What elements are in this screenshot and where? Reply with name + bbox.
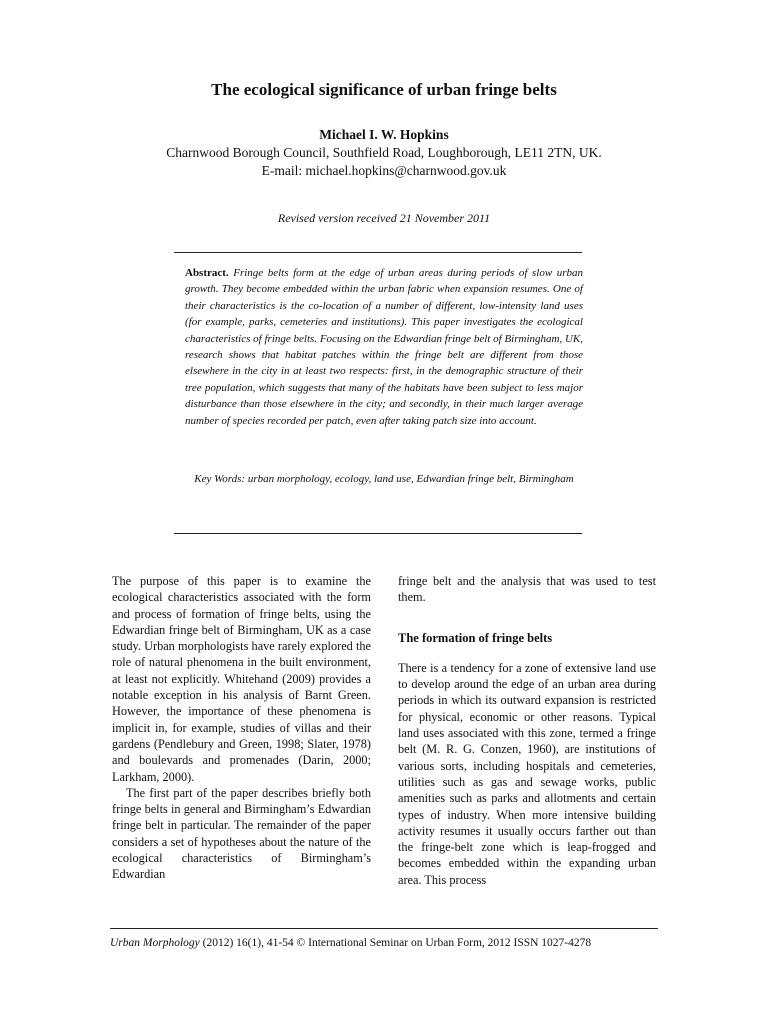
body-column-right xyxy=(398,573,656,888)
abstract xyxy=(185,265,583,429)
journal-name: Urban Morphology xyxy=(110,937,200,949)
author-email: E-mail: michael.hopkins@charnwood.gov.uk xyxy=(261,163,507,178)
paper-title: The ecological significance of urban fringe belts xyxy=(211,80,557,99)
author-affiliation: Charnwood Borough Council, Southfield Road, Loughborough, LE11 2TN, UK. xyxy=(166,145,602,160)
footer xyxy=(110,937,658,949)
body-column-left xyxy=(112,573,371,883)
abstract-label: Abstract. xyxy=(185,267,229,279)
abstract-bottom-rule xyxy=(174,533,582,534)
keywords: Key Words: urban morphology, ecology, land use, Edwardian fringe belt, Birmingham xyxy=(194,473,574,485)
section-paragraph: There is a tendency for a zone of extensive land use to develop around the edge of an urban area during periods in which its outward expansion is restricted for physical, economic or other reasons. Typical land uses associated with this zone, termed a fringe belt (M. R. G. Conzen, 1960), are institutions of various sorts, including hospitals and cemeteries, utilities such as gas and sewage works, public amenities such as parks and allotments and certain types of industry. When more intensive building activity resumes it usually occurs farther out than the fringe-belt zone which is leap-frogged and becomes embedded within the expanding urban area. This process xyxy=(398,660,656,887)
abstract-top-rule xyxy=(174,252,582,253)
revised-date: Revised version received 21 November 2011 xyxy=(277,211,491,225)
abstract-text: Fringe belts form at the edge of urban areas during periods of slow urban growth. They become embedded within the urban fabric when expansion resumes. One of their characteristics is the co-location of a number of different, low-intensity land uses (for example, parks, cemeteries and institutions). This paper investigates the ecological characteristics of fringe belts. Focusing on the Edwardian fringe belt of Birmingham, UK, research shows that habitat patches within the fringe belt are different from those elsewhere in the city in at least two respects: first, in the demographic structure of their tree population, which suggests that many of the habitats have been subject to less major disturbance than those elsewhere in the city; and secondly, in their much larger average number of species recorded per patch, even after taking patch size into account. xyxy=(185,267,583,427)
footer-citation: (2012) 16(1), 41-54 © International Seminar on Urban Form, 2012 ISSN 1027-4278 xyxy=(199,937,592,949)
outline-paragraph: The first part of the paper describes briefly both fringe belts in general and Birmingham’s Edwardian fringe belt in particular. The remainder of the paper considers a set of hypotheses about the nature of the ecological characteristics of Birmingham’s Edwardian xyxy=(112,785,371,882)
continued-paragraph: fringe belt and the analysis that was used to test them. xyxy=(398,574,656,605)
intro-paragraph: The purpose of this paper is to examine the ecological characteristics associated with the form and process of formation of fringe belts, using the Edwardian fringe belt of Birmingham, UK as a case study. Urban morphologists have rarely explored the role of natural phenomena in the built environment, at least not explicitly. Whitehand (2009) provides a notable exception in his analysis of Barnt Green. However, the importance of these phenomena is implicit in, for example, studies of villas and their gardens (Pendlebury and Green, 1998; Slater, 1978) and boulevards and promenades (Darin, 2000; Larkham, 2000). xyxy=(112,574,371,784)
author-name: Michael I. W. Hopkins xyxy=(319,127,449,142)
footer-rule xyxy=(110,928,658,929)
section-heading: The formation of fringe belts xyxy=(398,630,553,645)
